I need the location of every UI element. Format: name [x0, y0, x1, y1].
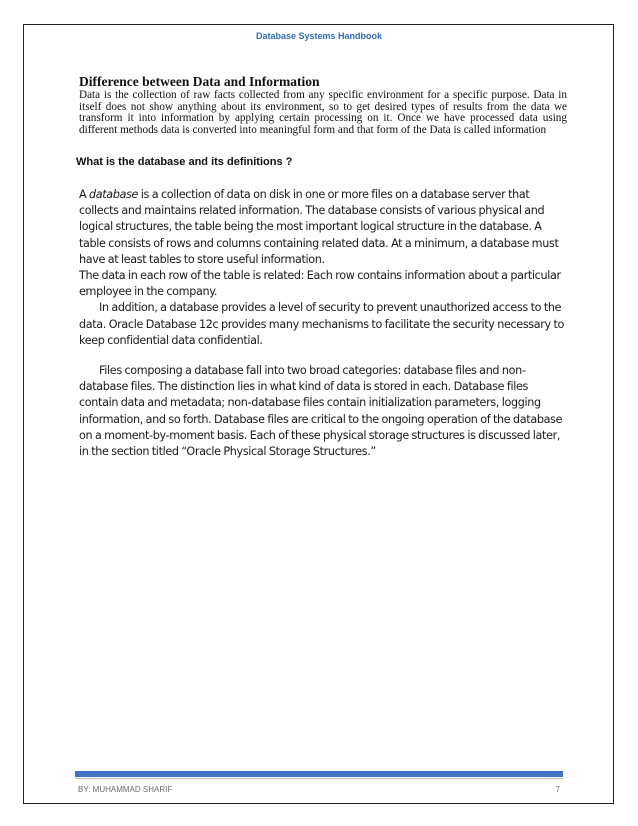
body-text: [79, 187, 565, 460]
section-paragraph: Data is the collection of raw facts collected from any specific environment for a specific purpose. Data in itself does not show anything about its environment, so to get desired types of results from the data we transform it into information by applying certain processing on it. Once we have processed data using different methods data is converted into meaningful form and that form of the Data is called information: [79, 89, 567, 136]
paragraph-row-related: The data in each row of the table is related: Each row contains information about a particular employee in the company.: [79, 269, 561, 299]
footer-divider: [75, 778, 563, 779]
paragraph-file-categories: Files composing a database fall into two broad categories: database files and non-database files. The distinction lies in what kind of data is stored in each. Database files contain data and metadata; non-database files contain initialization parameters, logging information, and so forth. Database files are critical to the ongoing operation of the database on a moment-by-moment basis. Each of these physical storage structures is discussed later, in the section titled “Oracle Physical Storage Structures.”: [79, 364, 563, 459]
database-term: database: [89, 188, 139, 201]
paragraph-spacer: [79, 349, 565, 363]
question-heading: What is the database and its definitions ?: [76, 156, 293, 168]
paragraph-prefix: A: [79, 188, 90, 201]
footer-accent-bar: [75, 771, 563, 777]
footer-author: BY: MUHAMMAD SHARIF: [78, 785, 173, 794]
page-header-title: Database Systems Handbook: [255, 31, 383, 41]
paragraph-security: In addition, a database provides a level of security to prevent unauthorized access to the data. Oracle Database 12c provides many mechanisms to facilitate the security necessary to keep confidential data confidential.: [79, 301, 565, 347]
section-heading: Difference between Data and Information: [79, 74, 320, 89]
paragraph-rest: is a collection of data on disk in one or more files on a database server that collects and maintains related information. The database consists of various physical and logical structures, the table being the most important logical structure in the database. A table consists of rows and columns containing related data. At a minimum, a database must have at least tables to store useful information.: [79, 188, 559, 266]
page-number: 7: [555, 785, 560, 794]
paragraph-database-definition: [79, 187, 565, 268]
